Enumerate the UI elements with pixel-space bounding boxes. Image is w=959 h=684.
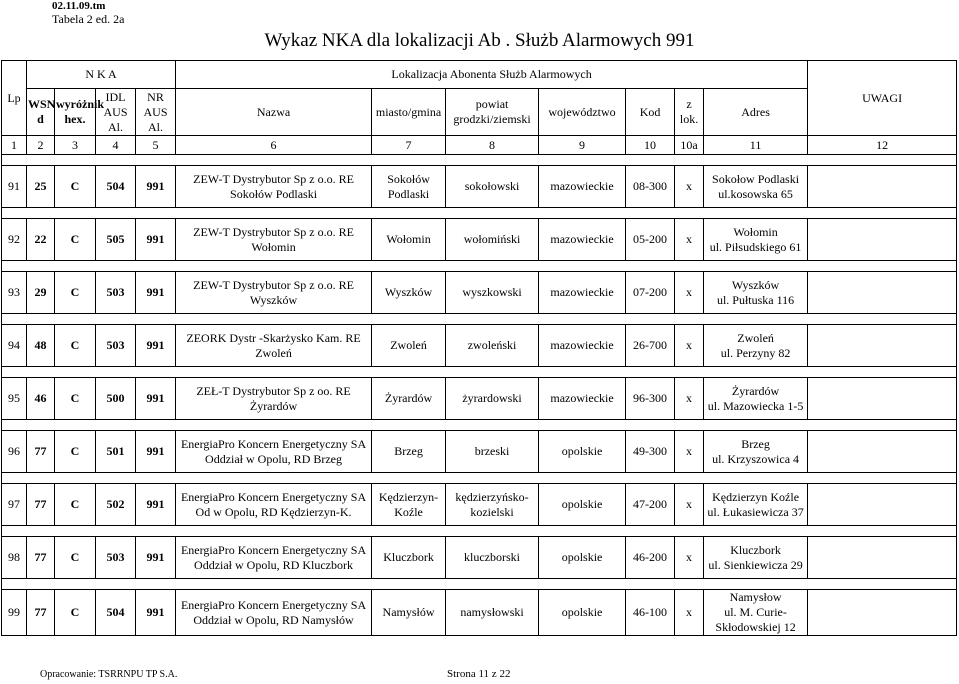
cell-wojewodztwo: mazowieckie — [539, 166, 626, 208]
address-city: Żyrardów — [731, 383, 780, 398]
row-spacer — [2, 526, 957, 537]
row-spacer-cell — [2, 208, 957, 219]
cell-nr-aus: 991 — [136, 325, 176, 367]
cell-miasto: Wyszków — [372, 272, 446, 314]
cell-idl-aus: 504 — [96, 166, 136, 208]
cell-z-lok: x — [675, 537, 704, 579]
cell-nr-aus: 991 — [136, 378, 176, 420]
table-reference: Tabela 2 ed. 2a — [52, 12, 125, 26]
cell-wojewodztwo: opolskie — [539, 431, 626, 473]
cell-miasto: Żyrardów — [372, 378, 446, 420]
cell-nazwa: ZEW-T Dystrybutor Sp z o.o. RE Sokołów Podlaski — [176, 166, 372, 208]
table-row — [2, 325, 957, 367]
cell-idl-aus: 502 — [96, 484, 136, 526]
address-street: ul.kosowska 65 — [718, 186, 793, 201]
column-number: 11 — [704, 136, 808, 155]
cell-miasto: Zwoleń — [372, 325, 446, 367]
col-miasto-header: miasto/gmina — [372, 89, 446, 136]
column-number: 4 — [96, 136, 136, 155]
address-city: Kluczbork — [730, 542, 781, 557]
table-row — [2, 590, 957, 636]
column-number: 10a — [675, 136, 704, 155]
cell-powiat: namysłowski — [446, 590, 539, 636]
cell-uwagi — [808, 378, 957, 420]
address-city: Sokołow Podlaski — [712, 171, 800, 186]
cell-lp: 93 — [2, 272, 27, 314]
cell-nr-aus: 991 — [136, 484, 176, 526]
cell-z-lok: x — [675, 272, 704, 314]
row-spacer — [2, 473, 957, 484]
table-row — [2, 166, 957, 208]
column-number: 5 — [136, 136, 176, 155]
cell-uwagi — [808, 272, 957, 314]
cell-uwagi — [808, 431, 957, 473]
cell-lp: 99 — [2, 590, 27, 636]
cell-lp: 94 — [2, 325, 27, 367]
row-spacer-cell — [2, 420, 957, 431]
table-row — [2, 537, 957, 579]
cell-powiat: sokołowski — [446, 166, 539, 208]
column-number: 7 — [372, 136, 446, 155]
col-nr-header: NR AUS Al. — [136, 89, 176, 136]
cell-powiat: kędzierzyńsko-kozielski — [446, 484, 539, 526]
cell-kod: 07-200 — [626, 272, 675, 314]
address-city: Wyszków — [731, 277, 780, 292]
col-wojewodztwo-header: województwo — [539, 89, 626, 136]
cell-uwagi — [808, 590, 957, 636]
cell-miasto: Sokołów Podlaski — [372, 166, 446, 208]
cell-adres — [704, 166, 808, 208]
cell-powiat: brzeski — [446, 431, 539, 473]
col-powiat-header: powiat grodzki/ziemski — [446, 89, 539, 136]
col-idl-header: IDL AUS Al. — [96, 89, 136, 136]
cell-nazwa: EnergiaPro Koncern Energetyczny SA Oddział w Opolu, RD Brzeg — [176, 431, 372, 473]
cell-idl-aus: 500 — [96, 378, 136, 420]
cell-wyroznik: C — [55, 166, 96, 208]
column-number: 2 — [27, 136, 55, 155]
address-street: ul. Pułtuska 116 — [716, 292, 795, 307]
cell-wyroznik: C — [55, 590, 96, 636]
cell-idl-aus: 501 — [96, 431, 136, 473]
col-zlok-header: z lok. — [675, 89, 704, 136]
cell-kod: 46-100 — [626, 590, 675, 636]
cell-nazwa: ZEŁ-T Dystrybutor Sp z oo. RE Żyrardów — [176, 378, 372, 420]
cell-z-lok: x — [675, 219, 704, 261]
cell-powiat: żyrardowski — [446, 378, 539, 420]
row-spacer — [2, 420, 957, 431]
address-street: ul. Piłsudskiego 61 — [709, 239, 802, 254]
document-date: 02.11.09.tm — [52, 0, 106, 12]
cell-nr-aus: 991 — [136, 590, 176, 636]
row-spacer-cell — [2, 155, 957, 166]
cell-wsn: 77 — [27, 590, 55, 636]
row-spacer-cell — [2, 579, 957, 590]
cell-z-lok: x — [675, 484, 704, 526]
cell-wyroznik: C — [55, 325, 96, 367]
cell-wojewodztwo: opolskie — [539, 537, 626, 579]
table-row — [2, 219, 957, 261]
cell-wsn: 48 — [27, 325, 55, 367]
row-spacer — [2, 367, 957, 378]
cell-kod: 49-300 — [626, 431, 675, 473]
cell-adres — [704, 484, 808, 526]
column-number: 1 — [2, 136, 27, 155]
cell-wsn: 22 — [27, 219, 55, 261]
cell-uwagi — [808, 537, 957, 579]
cell-nazwa: EnergiaPro Koncern Energetyczny SA Oddział w Opolu, RD Namysłów — [176, 590, 372, 636]
cell-lp: 92 — [2, 219, 27, 261]
cell-z-lok: x — [675, 166, 704, 208]
cell-miasto: Wołomin — [372, 219, 446, 261]
cell-miasto: Kędzierzyn-Koźle — [372, 484, 446, 526]
column-number: 10 — [626, 136, 675, 155]
nka-table — [1, 60, 957, 636]
cell-kod: 46-200 — [626, 537, 675, 579]
col-wsn-header: WSN d — [27, 89, 55, 136]
cell-lp: 96 — [2, 431, 27, 473]
address-street: ul. Sienkiewicza 29 — [708, 557, 803, 572]
column-number: 3 — [55, 136, 96, 155]
cell-wojewodztwo: mazowieckie — [539, 272, 626, 314]
cell-adres — [704, 219, 808, 261]
column-number: 9 — [539, 136, 626, 155]
cell-powiat: wołomiński — [446, 219, 539, 261]
cell-wsn: 77 — [27, 431, 55, 473]
cell-lp: 95 — [2, 378, 27, 420]
cell-nr-aus: 991 — [136, 431, 176, 473]
address-city: Zwoleń — [737, 330, 774, 345]
cell-z-lok: x — [675, 325, 704, 367]
cell-uwagi — [808, 325, 957, 367]
cell-miasto: Kluczbork — [372, 537, 446, 579]
cell-adres — [704, 537, 808, 579]
row-spacer — [2, 155, 957, 166]
cell-adres — [704, 378, 808, 420]
cell-wyroznik: C — [55, 484, 96, 526]
cell-idl-aus: 504 — [96, 590, 136, 636]
cell-wojewodztwo: mazowieckie — [539, 378, 626, 420]
cell-idl-aus: 503 — [96, 537, 136, 579]
cell-lp: 97 — [2, 484, 27, 526]
cell-wyroznik: C — [55, 272, 96, 314]
cell-kod: 08-300 — [626, 166, 675, 208]
cell-powiat: wyszkowski — [446, 272, 539, 314]
cell-wojewodztwo: opolskie — [539, 484, 626, 526]
row-spacer-cell — [2, 473, 957, 484]
col-nazwa-header: Nazwa — [176, 89, 372, 136]
cell-nr-aus: 991 — [136, 219, 176, 261]
cell-nazwa: EnergiaPro Koncern Energetyczny SA Od w Opolu, RD Kędzierzyn-K. — [176, 484, 372, 526]
col-kod-header: Kod — [626, 89, 675, 136]
row-spacer — [2, 579, 957, 590]
cell-z-lok: x — [675, 590, 704, 636]
cell-wyroznik: C — [55, 219, 96, 261]
footer-author: Opracowanie: TSRRNPU TP S.A. — [40, 669, 178, 680]
column-numbers-row — [2, 136, 957, 155]
address-street: ul. Krzyszowica 4 — [712, 451, 800, 466]
cell-adres — [704, 431, 808, 473]
column-number: 8 — [446, 136, 539, 155]
address-city: Wołomin — [733, 224, 778, 239]
row-spacer-cell — [2, 526, 957, 537]
table-row — [2, 378, 957, 420]
address-street: ul. M. Curie-Skłodowskiej 12 — [715, 605, 796, 634]
cell-adres — [704, 590, 808, 636]
cell-lp: 98 — [2, 537, 27, 579]
cell-wojewodztwo: mazowieckie — [539, 325, 626, 367]
table-row — [2, 484, 957, 526]
cell-wsn: 77 — [27, 484, 55, 526]
cell-uwagi — [808, 219, 957, 261]
cell-miasto: Namysłów — [372, 590, 446, 636]
table-row — [2, 272, 957, 314]
column-number: 6 — [176, 136, 372, 155]
address-street: ul. Perzyny 82 — [720, 345, 791, 360]
cell-idl-aus: 503 — [96, 325, 136, 367]
address-city: Namysłow — [729, 590, 782, 604]
col-uwagi-header: UWAGI — [808, 61, 957, 136]
cell-lp: 91 — [2, 166, 27, 208]
cell-wyroznik: C — [55, 537, 96, 579]
row-spacer-cell — [2, 314, 957, 325]
cell-nazwa: ZEORK Dystr -Skarżysko Kam. RE Zwoleń — [176, 325, 372, 367]
row-spacer — [2, 208, 957, 219]
row-spacer-cell — [2, 261, 957, 272]
footer-page-number: Strona 11 z 22 — [447, 668, 511, 680]
cell-idl-aus: 503 — [96, 272, 136, 314]
cell-powiat: kluczborski — [446, 537, 539, 579]
cell-uwagi — [808, 166, 957, 208]
cell-kod: 96-300 — [626, 378, 675, 420]
cell-nazwa: EnergiaPro Koncern Energetyczny SA Oddział w Opolu, RD Kluczbork — [176, 537, 372, 579]
col-lp-header: Lp — [2, 61, 27, 136]
cell-wojewodztwo: opolskie — [539, 590, 626, 636]
cell-nr-aus: 991 — [136, 537, 176, 579]
cell-z-lok: x — [675, 431, 704, 473]
cell-idl-aus: 505 — [96, 219, 136, 261]
page-title: Wykaz NKA dla lokalizacji Ab . Służb Alarmowych 991 — [264, 30, 695, 51]
cell-uwagi — [808, 484, 957, 526]
cell-adres — [704, 272, 808, 314]
cell-nr-aus: 991 — [136, 272, 176, 314]
cell-kod: 47-200 — [626, 484, 675, 526]
row-spacer-cell — [2, 367, 957, 378]
cell-kod: 05-200 — [626, 219, 675, 261]
cell-nazwa: ZEW-T Dystrybutor Sp z o.o. RE Wołomin — [176, 219, 372, 261]
cell-wojewodztwo: mazowieckie — [539, 219, 626, 261]
cell-wsn: 77 — [27, 537, 55, 579]
cell-nr-aus: 991 — [136, 166, 176, 208]
cell-wsn: 46 — [27, 378, 55, 420]
address-street: ul. Łukasiewicza 37 — [707, 504, 804, 519]
cell-miasto: Brzeg — [372, 431, 446, 473]
table-row — [2, 431, 957, 473]
cell-wyroznik: C — [55, 431, 96, 473]
address-city: Kędzierzyn Koźle — [712, 489, 800, 504]
col-adres-header: Adres — [704, 89, 808, 136]
column-number: 12 — [808, 136, 957, 155]
col-nka-group-header: N K A — [27, 61, 176, 89]
col-wyroznik-header: wyróżnik hex. — [55, 89, 96, 136]
col-location-group-header: Lokalizacja Abonenta Służb Alarmowych — [176, 61, 808, 89]
cell-kod: 26-700 — [626, 325, 675, 367]
cell-wyroznik: C — [55, 378, 96, 420]
cell-adres — [704, 325, 808, 367]
row-spacer — [2, 314, 957, 325]
row-spacer — [2, 261, 957, 272]
cell-wsn: 29 — [27, 272, 55, 314]
cell-powiat: zwoleński — [446, 325, 539, 367]
cell-nazwa: ZEW-T Dystrybutor Sp z o.o. RE Wyszków — [176, 272, 372, 314]
address-city: Brzeg — [741, 436, 770, 451]
address-street: ul. Mazowiecka 1-5 — [707, 398, 804, 413]
cell-z-lok: x — [675, 378, 704, 420]
cell-wsn: 25 — [27, 166, 55, 208]
